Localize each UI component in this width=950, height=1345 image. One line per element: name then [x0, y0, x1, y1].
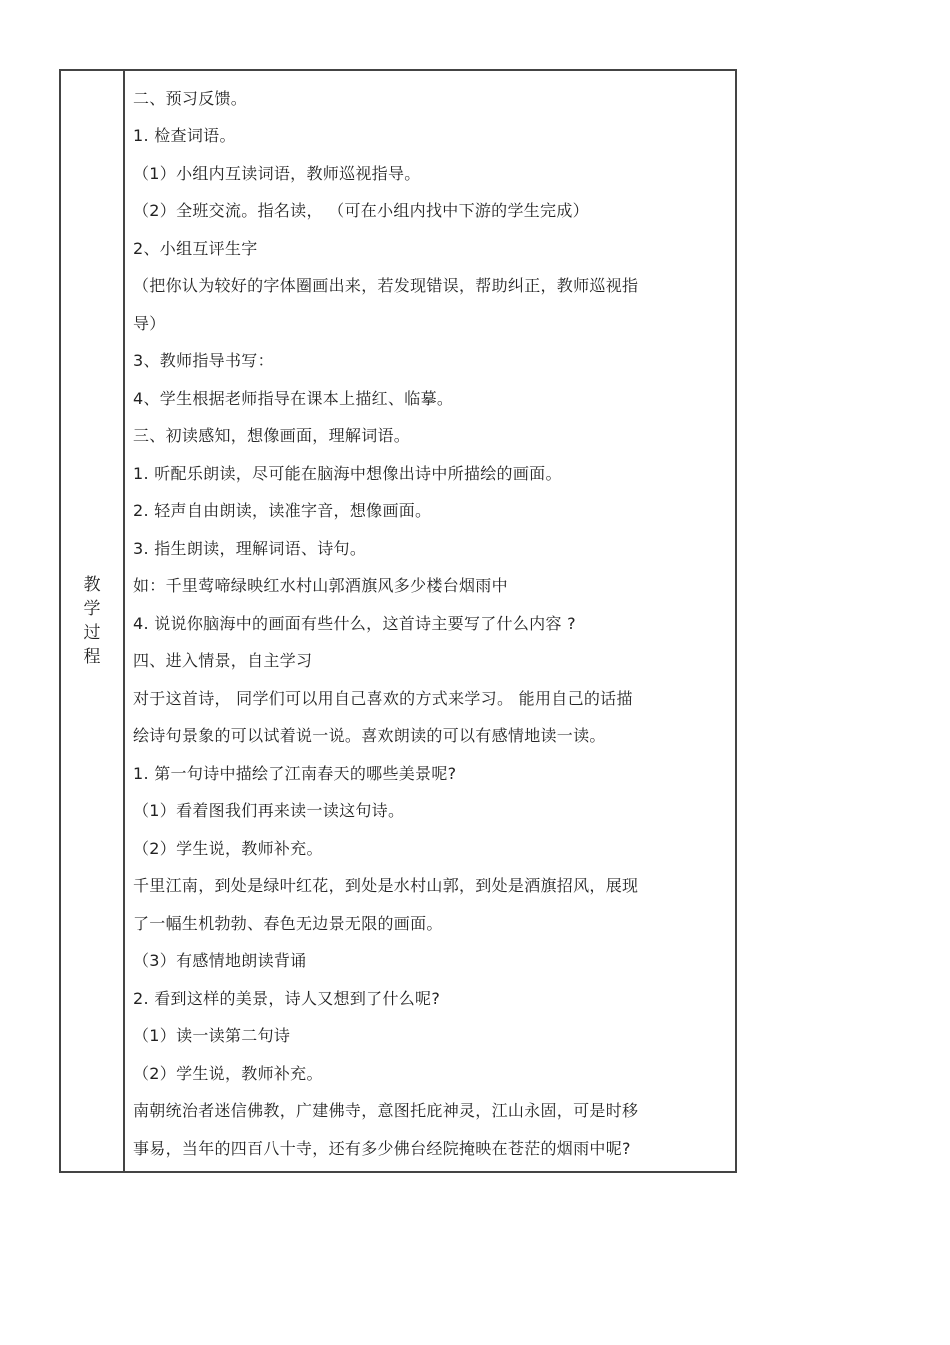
section-label-char: 过 — [83, 623, 101, 643]
section-label — [61, 573, 123, 669]
text-line: （2）全班交流。指名读， （可在小组内找中下游的学生完成） — [133, 201, 589, 220]
teaching-process-content — [126, 71, 735, 1171]
text-line: 1. 第一句诗中描绘了江南春天的哪些美景呢? — [133, 764, 457, 783]
text-line: 事易，当年的四百八十寺，还有多少佛台经院掩映在苍茫的烟雨中呢? — [133, 1139, 631, 1158]
text-line: 千里江南，到处是绿叶红花，到处是水村山郭，到处是酒旗招风，展现 — [133, 876, 639, 895]
text-line: 2. 看到这样的美景，诗人又想到了什么呢? — [133, 989, 441, 1008]
section-label-cell — [61, 71, 125, 1171]
text-line: 1. 听配乐朗读，尽可能在脑海中想像出诗中所描绘的画面。 — [133, 464, 562, 483]
text-line: 导） — [133, 314, 166, 333]
text-line: （1）看着图我们再来读一读这句诗。 — [133, 801, 405, 820]
text-line: 绘诗句景象的可以试着说一说。喜欢朗读的可以有感情地读一读。 — [133, 726, 606, 745]
text-line: 3、教师指导书写： — [133, 351, 274, 370]
text-line: （2）学生说，教师补充。 — [133, 839, 323, 858]
text-line: （3）有感情地朗读背诵 — [133, 951, 307, 970]
text-line: （1）小组内互读词语，教师巡视指导。 — [133, 164, 421, 183]
text-line: 3. 指生朗读，理解词语、诗句。 — [133, 539, 367, 558]
section-label-char: 教 — [83, 575, 101, 595]
text-line: 2. 轻声自由朗读，读准字音，想像画面。 — [133, 501, 432, 520]
lesson-plan-table — [59, 69, 737, 1173]
section-label-char: 学 — [83, 599, 101, 619]
text-line: 对于这首诗， 同学们可以用自己喜欢的方式来学习。 能用自己的话描 — [133, 689, 633, 708]
text-line: 4. 说说你脑海中的画面有些什么，这首诗主要写了什么内容 ? — [133, 614, 576, 633]
section-label-char: 程 — [83, 647, 101, 667]
text-line: 四、进入情景，自主学习 — [133, 651, 313, 670]
text-line: （把你认为较好的字体圈画出来，若发现错误，帮助纠正，教师巡视指 — [133, 276, 639, 295]
text-line: （1）读一读第二句诗 — [133, 1026, 291, 1045]
text-line: 南朝统治者迷信佛教，广建佛寺，意图托庇神灵，江山永固，可是时移 — [133, 1101, 639, 1120]
text-line: 了一幅生机勃勃、春色无边景无限的画面。 — [133, 914, 443, 933]
text-line: 1. 检查词语。 — [133, 126, 236, 145]
text-line: 三、初读感知，想像画面，理解词语。 — [133, 426, 411, 445]
text-line: （2）学生说，教师补充。 — [133, 1064, 323, 1083]
text-line: 4、学生根据老师指导在课本上描红、临摹。 — [133, 389, 454, 408]
text-line: 如：千里莺啼绿映红水村山郭酒旗风多少楼台烟雨中 — [133, 576, 508, 595]
text-line: 二、预习反馈。 — [133, 89, 248, 108]
text-line: 2、小组互评生字 — [133, 239, 258, 258]
